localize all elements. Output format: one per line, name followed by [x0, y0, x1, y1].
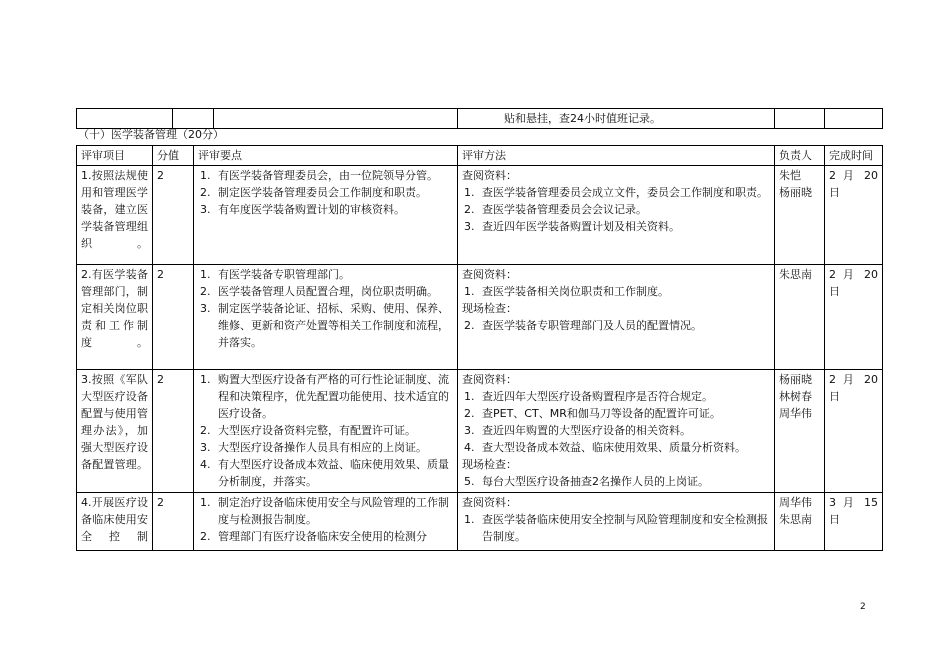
list-item: [198, 439, 453, 456]
list-number: 1.: [200, 496, 211, 509]
method-cell: [458, 166, 775, 265]
list-number: 1.: [464, 285, 475, 298]
list-number: 3.: [464, 424, 475, 437]
header-method: 评审方法: [458, 146, 775, 166]
score-cell: 2: [153, 370, 194, 493]
methods-list: [462, 283, 770, 300]
page-number: 2: [860, 602, 866, 612]
list-number: 3.: [200, 302, 211, 315]
list-item: [198, 167, 453, 184]
table-row: [77, 265, 883, 370]
method-text: 查近四年购置的大型医疗设备的相关资料。: [482, 424, 691, 437]
methods-list: [462, 184, 770, 235]
table-cell: [214, 109, 458, 129]
point-text: 有年度医学装备购置计划的审核资料。: [218, 203, 405, 216]
list-number: 2.: [200, 424, 211, 437]
points-list: [198, 494, 453, 545]
header-owner: 负责人: [775, 146, 825, 166]
method-label: 查阅资料：: [462, 169, 517, 182]
list-number: 2.: [200, 530, 211, 543]
list-item: [462, 388, 770, 405]
point-text: 制定医学装备论证、招标、采购、使用、保养、维修、更新和资产处置等相关工作制度和流程，并落实。: [218, 302, 449, 349]
score-cell: 2: [153, 265, 194, 370]
method-label: 现场检查：: [462, 458, 517, 471]
point-text: 大型医疗设备资料完整，有配置许可证。: [218, 424, 416, 437]
method-text: 查大型设备成本效益、临床使用效果、质量分析资料。: [482, 441, 746, 454]
list-number: 5.: [464, 475, 475, 488]
list-item: [198, 528, 453, 545]
deadline-cell: 2 月 20日: [825, 265, 883, 370]
method-label: 现场检查：: [462, 302, 517, 315]
list-item: [198, 283, 453, 300]
header-item: 评审项目: [77, 146, 153, 166]
deadline-cell: 2 月 20日: [825, 166, 883, 265]
section-title: （十）医学装备管理（20分）: [78, 128, 224, 141]
list-number: 2.: [200, 285, 211, 298]
point-text: 有医学装备管理委员会，由一位院领导分管。: [218, 169, 438, 182]
methods-list: [462, 511, 770, 545]
list-item: [462, 405, 770, 422]
list-number: 4.: [464, 441, 475, 454]
table-cell: [77, 109, 173, 129]
evaluation-table: [76, 145, 883, 551]
owner-cell: 朱思南: [775, 265, 825, 370]
list-number: 1.: [200, 268, 211, 281]
list-item: [462, 511, 770, 545]
list-number: 2.: [464, 319, 475, 332]
method-text: 查PET、CT、MR和伽马刀等设备的配置许可证。: [482, 407, 721, 420]
method-label: 查阅资料：: [462, 268, 517, 281]
list-item: [198, 266, 453, 283]
method-text: 查医学装备管理委员会成立文件，委员会工作制度和职责。: [482, 186, 768, 199]
method-text: 贴和悬挂，查24小时值班记录。: [504, 112, 661, 125]
points-list: [198, 371, 453, 490]
table-row: [77, 109, 883, 129]
table-cell: [825, 109, 883, 129]
points-cell: [194, 166, 458, 265]
points-cell: [194, 265, 458, 370]
method-cell: [458, 265, 775, 370]
item-cell: 2.有医学装备管理部门，制定相关岗位职责和工作制度。: [77, 265, 153, 370]
list-number: 3.: [200, 441, 211, 454]
deadline-cell: 2 月 20日: [825, 370, 883, 493]
method-cell: [458, 109, 775, 129]
list-item: [198, 184, 453, 201]
list-number: 1.: [464, 186, 475, 199]
points-cell: [194, 493, 458, 551]
table-cell: [775, 109, 825, 129]
point-text: 购置大型医疗设备有严格的可行性论证制度、流程和决策程序，优先配置功能使用、技术适宜的医疗设备。: [218, 373, 449, 420]
list-item: [462, 439, 770, 456]
methods-list: [462, 473, 770, 490]
list-number: 2.: [200, 186, 211, 199]
method-text: 查近四年大型医疗设备购置程序是否符合规定。: [482, 390, 713, 403]
table-row: [77, 493, 883, 551]
method-text: 查近四年医学装备购置计划及相关资料。: [482, 220, 680, 233]
list-number: 1.: [464, 390, 475, 403]
methods-list: [462, 388, 770, 456]
list-item: [462, 218, 770, 235]
owner-cell: 杨丽晓 林树春 周华伟: [775, 370, 825, 493]
list-item: [462, 422, 770, 439]
score-cell: 2: [153, 493, 194, 551]
points-cell: [194, 370, 458, 493]
header-deadline: 完成时间: [825, 146, 883, 166]
point-text: 有医学装备专职管理部门。: [218, 268, 350, 281]
list-number: 2.: [464, 407, 475, 420]
list-number: 3.: [464, 220, 475, 233]
list-item: [462, 317, 770, 334]
table-row: [77, 370, 883, 493]
owner-cell: 周华伟 朱思南: [775, 493, 825, 551]
list-number: 2.: [464, 203, 475, 216]
header-points: 评审要点: [194, 146, 458, 166]
list-number: 1.: [200, 169, 211, 182]
list-number: 1.: [464, 513, 475, 526]
method-text: 每台大型医疗设备抽查2名操作人员的上岗证。: [482, 475, 709, 488]
list-number: 1.: [200, 373, 211, 386]
list-item: [198, 494, 453, 528]
method-text: 查医学装备临床使用安全控制与风险管理制度和安全检测报告制度。: [482, 513, 768, 543]
method-cell: [458, 493, 775, 551]
method-label: 查阅资料：: [462, 496, 517, 509]
list-item: [198, 300, 453, 351]
list-number: 4.: [200, 458, 211, 471]
table-row: [77, 166, 883, 265]
list-item: [198, 371, 453, 422]
list-number: 3.: [200, 203, 211, 216]
list-item: [198, 201, 453, 218]
table-cell: [173, 109, 214, 129]
list-item: [198, 422, 453, 439]
score-cell: 2: [153, 166, 194, 265]
method-text: 查医学装备相关岗位职责和工作制度。: [482, 285, 669, 298]
previous-table-tail: [76, 108, 883, 129]
methods-list: [462, 317, 770, 334]
header-score: 分值: [153, 146, 194, 166]
list-item: [462, 283, 770, 300]
point-text: 有大型医疗设备成本效益、临床使用效果、质量分析制度，并落实。: [218, 458, 449, 488]
item-cell: 4.开展医疗设备临床使用安全控制: [77, 493, 153, 551]
point-text: 医学装备管理人员配置合理，岗位职责明确。: [218, 285, 438, 298]
method-cell: [458, 370, 775, 493]
list-item: [198, 456, 453, 490]
deadline-cell: 3 月 15日: [825, 493, 883, 551]
list-item: [462, 184, 770, 201]
table-header-row: [77, 146, 883, 166]
point-text: 制定治疗设备临床使用安全与风险管理的工作制度与检测报告制度。: [218, 496, 449, 526]
point-text: 管理部门有医疗设备临床安全使用的检测分: [218, 530, 427, 543]
table-body: [77, 166, 883, 551]
points-list: [198, 266, 453, 351]
point-text: 大型医疗设备操作人员具有相应的上岗证。: [218, 441, 427, 454]
owner-cell: 朱恺 杨丽晓: [775, 166, 825, 265]
item-cell: 3.按照《军队大型医疗设备配置与使用管理办法》，加强大型医疗设备配置管理。: [77, 370, 153, 493]
points-list: [198, 167, 453, 218]
method-text: 查医学装备管理委员会会议记录。: [482, 203, 647, 216]
list-item: [462, 201, 770, 218]
method-text: 查医学装备专职管理部门及人员的配置情况。: [482, 319, 702, 332]
point-text: 制定医学装备管理委员会工作制度和职责。: [218, 186, 427, 199]
list-item: [462, 473, 770, 490]
item-cell: 1.按照法规使用和管理医学装备，建立医学装备管理组织。: [77, 166, 153, 265]
method-label: 查阅资料：: [462, 373, 517, 386]
